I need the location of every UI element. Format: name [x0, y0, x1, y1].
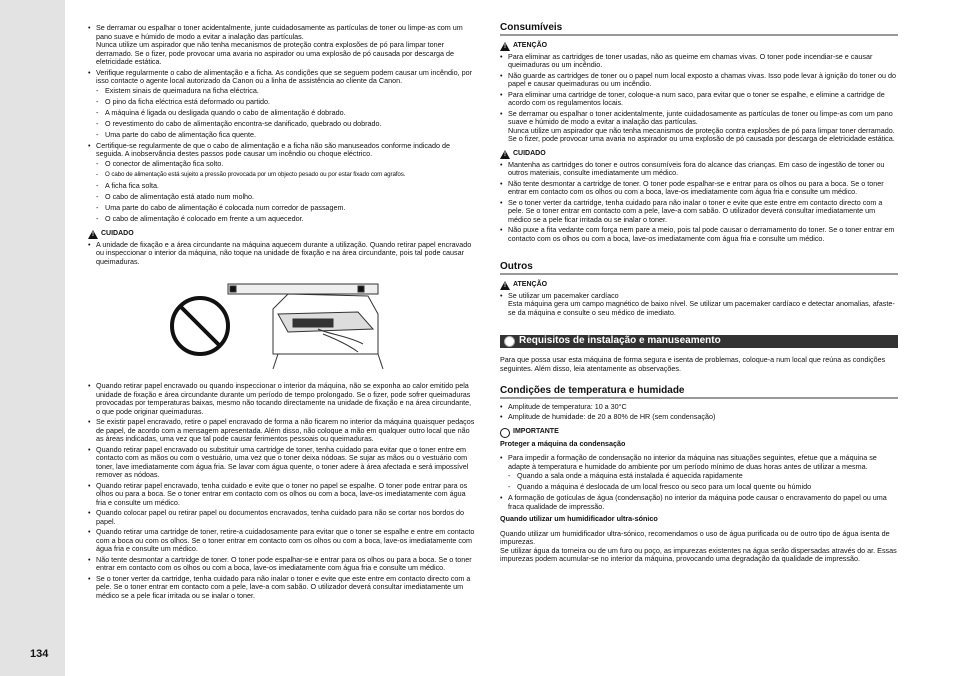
sub-item: - O revestimento do cabo de alimentação encontra-se danificado, quebrado ou dobrado.	[96, 120, 476, 129]
section-title: Outros	[500, 263, 898, 275]
list-item: • Amplitude de humidade: de 20 a 80% de HR (sem condensação)	[500, 413, 898, 422]
sub-item: - O pino da ficha eléctrica está deformado ou partido.	[96, 98, 476, 107]
list-item: • Para eliminar as cartridges de toner usadas, não as queime em chamas vivas. O toner pode incendiar-se e causar queimaduras ou um incêndio.	[500, 53, 898, 70]
list-item: • Para impedir a formação de condensação no interior da máquina nas situações seguintes, efetue que a máquina se adapte à temperatura e humidade do ambiente por um período mínimo de duas horas antes de utilizar a mesma. - Quando a sala onde a máquina está instalada é aquecida rapidamente - Quando a máquina é deslocada de um local fresco ou seco para um local quente ou húmido	[500, 454, 898, 492]
warning-heading: ! ATENÇÃO	[500, 281, 898, 290]
paragraph: Quando utilizar um humidificador ultra-sónico, recomendamos o uso de água purificada ou de outro tipo de água isenta de impurezas. Se utilizar água da torneira ou de um furo ou poço, as impurezas existentes na água serão dispersadas através do ar. Essas impurezas podem acumular-se no interior da máquina, provocando uma degradação da qualidade de impressão.	[500, 528, 897, 564]
list-item: • Não puxe a fita vedante com força nem pare a meio, pois tal pode causar o derramamento do toner. Se o toner entrar em contacto com os olhos ou com a boca, lave-os imediatamente com água fria e consulte um médico.	[500, 226, 898, 243]
list-item: • Mantenha as cartridges do toner e outros consumíveis fora do alcance das crianças. Em caso de ingestão de toner ou outros materiais, consulte imediatamente um médico.	[500, 161, 898, 178]
important-icon	[500, 428, 510, 438]
list-item: • Amplitude de temperatura: 10 a 30°C	[500, 403, 898, 412]
warning-heading: ! ATENÇÃO	[500, 42, 898, 51]
sub-item: - O cabo de alimentação está sujeito a pressão provocada por um objecto pesado ou por estar fixado com agrafos.	[96, 171, 476, 180]
sub-item: - Uma parte do cabo de alimentação fica quente.	[96, 131, 476, 140]
caution-heading: ! CUIDADO	[88, 230, 476, 239]
warning-icon	[500, 281, 510, 290]
list-item: • Quando retirar papel encravado, tenha cuidado e evite que o toner no papel se espalhe. O toner pode entrar para os olhos ou para a boca. Se o toner entrar em contacto com os olhos ou com a boca, lave-os imediatamente com água fria e consulte um médico.	[88, 482, 476, 508]
important-heading: IMPORTANTE	[500, 428, 898, 438]
sub-item: - O cabo de alimentação é colocado em frente a um aquecedor.	[96, 215, 476, 224]
section-title: Consumíveis	[500, 24, 898, 36]
section-icon	[504, 336, 515, 347]
subheading: Quando utilizar um humidificador ultra-sónico	[500, 514, 658, 524]
sub-item: - Uma parte do cabo de alimentação é colocada num corredor de passagem.	[96, 204, 476, 213]
subheading: Proteger a máquina da condensação	[500, 438, 626, 448]
list-item: • Se o toner verter da cartridge, tenha cuidado para não inalar o toner e evite que este entre em contacto directo com a pele. Se o toner entrar em contacto com a pele, lave-a com sabão. O utilizador deverá consultar imediatamente um médico se a pele ficar irritada ou se inalar o toner.	[88, 575, 476, 601]
sub-item: - Quando a máquina é deslocada de um local fresco ou seco para um local quente ou húmido	[508, 483, 898, 492]
sub-item: - Quando a sala onde a máquina está instalada é aquecida rapidamente	[508, 472, 898, 481]
list-item: • Quando retirar papel encravado ou substituir uma cartridge de toner, tenha cuidado para evitar que o toner entre em contacto com as mãos ou com o vestuário, uma vez que o toner deixa nódoas. Se sujar as mãos ou o vestuário com toner, lave imediatamente com água fria. Se lavar com água quente, o toner adere à área afectada e será impossível remover as nódoas.	[88, 446, 476, 480]
warning-icon	[500, 150, 510, 159]
list-item: • Para eliminar uma cartridge de toner, coloque-a num saco, para evitar que o toner se espalhe, e elimine a cartridge de acordo com os regulamentos locais.	[500, 91, 898, 108]
paragraph: Para que possa usar esta máquina de forma segura e isenta de problemas, coloque-a num local que reúna as condições seguintes. Além disso, leia atentamente as observações.	[500, 355, 886, 373]
prohibition-icon	[172, 298, 228, 354]
sub-item: - O cabo de alimentação está atado num molho.	[96, 193, 476, 202]
list-item: • Verifique regularmente o cabo de alimentação e a ficha. As condições que se seguem podem causar um incêndio, por isso contacte o agente local autorizado da Canon ou a linha de assistência ao cliente da Canon. - Existem sinais de queimadura na ficha eléctrica. - O pino da ficha eléctrica está deformado ou partido. - A máquina é ligada ou desligada quando o cabo de alimentação é dobrado. - O revestimento do cabo de alimentação encontra-se danificado, quebrado ou dobrado. - Uma parte do cabo de alimentação fica quente.	[88, 69, 476, 140]
list-item: • Quando retirar papel encravado ou quando inspeccionar o interior da máquina, não se exponha ao calor emitido pela unidade de fixação e área circundante durante um período de tempo prolongado. Se o fizer, pode sofrer queimaduras provocadas por temperaturas baixas, mesmo não tocando directamente na unidade de fixação e na área circundante, o que pode originar queimaduras.	[88, 382, 476, 416]
list-item: • Quando retirar uma cartridge de toner, retire-a cuidadosamente para evitar que o toner se espalhe e entre em contacto com a boca ou com os olhos. Se o toner entrar em contacto com os olhos ou com a boca, lave-os imediatamente com água fria e consulte um médico.	[88, 528, 476, 554]
sub-item: - A máquina é ligada ou desligada quando o cabo de alimentação é dobrado.	[96, 109, 476, 118]
list-item: • A formação de gotículas de água (condensação) no interior da máquina pode causar o encravamento do papel ou uma fraca qualidade de impressão.	[500, 494, 898, 511]
sub-item: - O conector de alimentação fica solto.	[96, 160, 476, 169]
list-item: • Não tente desmontar a cartridge de toner. O toner pode espalhar-se e entrar para os olhos ou para a boca. Se o toner entrar em contacto com os olhos ou com a boca, lave-os imediatamente com água fria e consulte um médico.	[500, 180, 898, 197]
list-item: • Se existir papel encravado, retire o papel encravado de forma a não ficarem no interior da máquina quaisquer pedaços de papel, de acordo com a mensagem apresentada. Além disso, não coloque a mão em qualquer outro local que não as áreas indicadas, uma vez que tal pode causar ferimentos pessoais ou queimaduras.	[88, 418, 476, 444]
printer-drawing	[228, 284, 383, 369]
list-item: • Se utilizar um pacemaker cardíaco Esta máquina gera um campo magnético de baixo nível. Se utilizar um pacemaker cardíaco e detectar anomalias, afaste-se da máquina e consulte o seu médico de imediato.	[500, 292, 898, 318]
list-item: • Não guarde as cartridges de toner ou o papel num local exposto a chamas vivas. Isso pode levar à ignição do toner ou do papel e causar queimaduras ou um incêndio.	[500, 72, 898, 89]
page-number: 134	[30, 648, 49, 660]
warning-icon	[88, 230, 98, 239]
page-sidebar	[0, 0, 65, 676]
printer-illustration	[88, 274, 388, 374]
list-item: • A unidade de fixação e a área circundante na máquina aquecem durante a utilização. Quando retirar papel encravado ou inspeccionar o interior da máquina, não toque na unidade de fixação e na área circundante, pois tal pode causar queimaduras.	[88, 241, 476, 267]
left-column	[88, 24, 476, 602]
list-item: • Se derramar ou espalhar o toner acidentalmente, junte cuidadosamente as partículas de toner ou limpe-as com um pano suave e húmido de modo a evitar a inalação das partículas. Nunca utilize um aspirador que não tenha mecanismos de proteção contra explosões de pó para limpar toner derramado. Se o fizer, pode provocar uma avaria no aspirador ou uma explosão de pó causada por descarga de eletricidade estática.	[500, 110, 898, 144]
list-item: • Não tente desmontar a cartridge de toner. O toner pode espalhar-se e entrar para os olhos ou para a boca. Se o toner entrar em contacto com os olhos ou com a boca, lave-os imediatamente com água fria e consulte um médico.	[88, 556, 476, 573]
section-title: Condições de temperatura e humidade	[500, 387, 898, 399]
sub-item: - A ficha fica solta.	[96, 182, 476, 191]
section-banner: Requisitos de instalação e manuseamento	[500, 335, 898, 348]
illustration	[88, 274, 476, 374]
list-item: • Quando colocar papel ou retirar papel ou documentos encravados, tenha cuidado para não se cortar nos bordos do papel.	[88, 509, 476, 526]
caution-heading: ! CUIDADO	[500, 150, 898, 159]
list-item: • Certifique-se regularmente de que o cabo de alimentação e a ficha não são manuseados conforme indicado de seguida. A inobservância destes passos pode causar um incêndio ou choque eléctrico. - O conector de alimentação fica solto. - O cabo de alimentação está sujeito a pressão provocada por um objecto pesado ou por estar fixado com agrafos. - A ficha fica solta. - O cabo de alimentação está atado num molho. - Uma parte do cabo de alimentação é colocada num corredor de passagem. - O cabo de alimentação é colocado em frente a um aquecedor.	[88, 142, 476, 224]
list-item: • Se o toner verter da cartridge, tenha cuidado para não inalar o toner e evite que este entre em contacto directo com a pele. Se o toner entrar em contacto com a pele, lave-a com sabão. O utilizador deverá consultar imediatamente um médico se a pele ficar irritada ou se inalar o toner.	[500, 199, 898, 225]
sub-item: - Existem sinais de queimadura na ficha eléctrica.	[96, 87, 476, 96]
warning-icon	[500, 42, 510, 51]
list-item: • Se derramar ou espalhar o toner acidentalmente, junte cuidadosamente as partículas de toner ou limpe-as com um pano suave e húmido de modo a evitar a inalação das partículas. Nunca utilize um aspirador que não tenha mecanismos de proteção contra explosões de pó para limpar toner derramado. Se o fizer, pode provocar uma avaria no aspirador ou uma explosão de pó causada por descarga de eletricidade estática.	[88, 24, 476, 67]
right-column	[500, 24, 898, 570]
